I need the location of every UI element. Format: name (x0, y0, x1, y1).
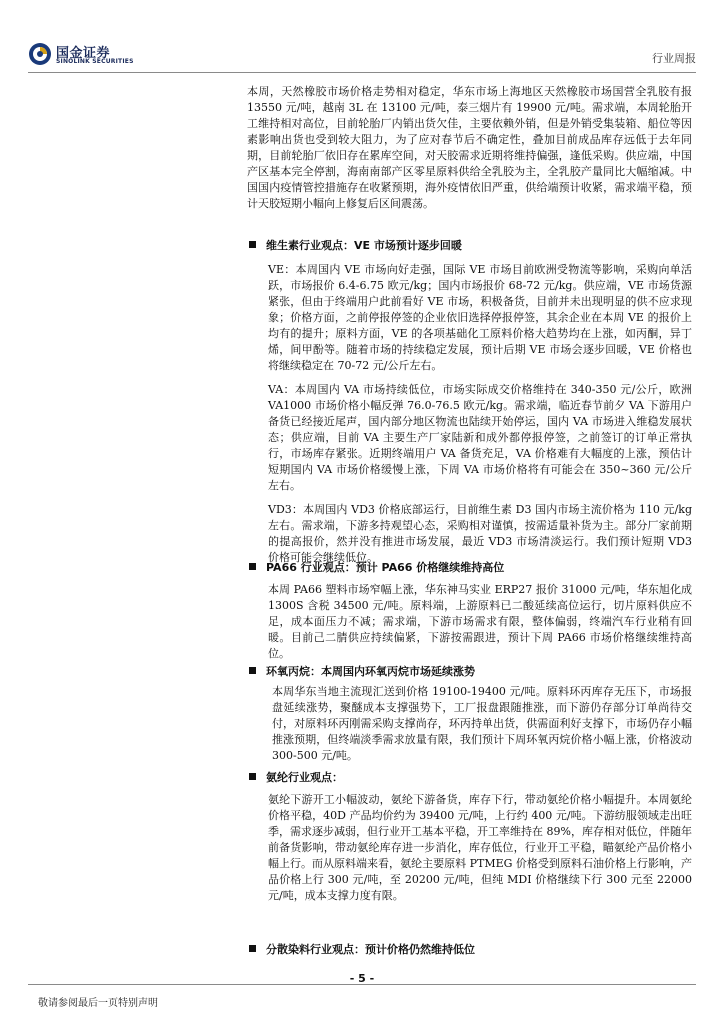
square-bullet-icon (249, 563, 256, 570)
sinolink-logo (28, 42, 138, 70)
report-type-label: 行业周报 (652, 52, 696, 65)
spandex-paragraph: 氨纶下游开工小幅波动，氨纶下游备货，库存下行，带动氨纶价格小幅提升。本周氨纶价格平稳，40D 产品均价约为 39400 元/吨，上行约 400 元/吨。下游纺服领域走出旺季，需求逐步减弱，但行业开工基本平稳，开工率维持在 89%，库存相对低位，伴随年前备货影响，带动氨纶库存进一步消化，库存低位，行业开工平稳，瞄氨纶产品价格小幅上行。而从原料端来看，氨纶主要原料 PTMEG 价格受到原料石油价格上行影响，产品价格上行 300 元/吨，至 20200 元/吨，但纯 MDI 价格继续下行 300 元至 22000 元/吨，成本支撑力度有限。 (268, 793, 692, 902)
spandex-block (268, 792, 692, 911)
vd3-paragraph: VD3：本周国内 VD3 价格底部运行，目前维生素 D3 国内市场主流价格为 110 元/kg 左右。需求端，下游多持观望心态，采购相对谨慎，按需适量补货为主。部分厂家前期的提高报价，然并没有推进市场发展，最近 VD3 市场清淡运行。我们预计短期 VD3 价格可能会继续低位。 (268, 503, 692, 564)
brand-name-cn: 国金证券 (56, 46, 111, 61)
rubber-block (247, 84, 692, 219)
section-title-spandex: 氨纶行业观点： (266, 771, 343, 784)
section-heading-pa66 (245, 560, 695, 576)
section-heading-ve (245, 238, 695, 254)
section-title-ve: 维生素行业观点：VE 市场预计逐步回暖 (266, 239, 462, 252)
disclaimer-note: 敬请参阅最后一页特别声明 (38, 998, 158, 1009)
section-title-ech: 环氧丙烷：本周国内环氧丙烷市场延续涨势 (266, 665, 475, 678)
section-heading-ech (245, 664, 695, 680)
section-heading-spandex (245, 770, 695, 786)
pa66-block (268, 582, 692, 669)
ve-paragraph: VE：本周国内 VE 市场向好走强，国际 VE 市场目前欧洲受物流等影响，采购向单活跃，市场报价 6.4-6.75 欧元/kg；国内市场报价 68-72 元/kg。供应端，VE 市场货源紧张，但由于终端用户此前看好 VE 市场，积极备货，目前并未出现明显的供不应求现象；价格方面，之前停报停签的企业依旧选择停报停签，其余企业在本周 VE 的报价上均有的提升；原料方面，VE 的各项基础化工原料价格大趋势均在上涨，如丙酮，异丁烯，间甲酚等。随着市场的持续稳定发展，预计后期 VE 市场会逐步回暖，VE 价格也将继续稳定在 70-72 元/公斤左右。 (268, 263, 692, 372)
section-title-pa66: PA66 行业观点：预计 PA66 价格继续维持高位 (266, 561, 505, 574)
ech-block (272, 684, 692, 771)
square-bullet-icon (249, 241, 256, 248)
section-title-dyes: 分散染料行业观点：预计价格仍然维持低位 (266, 943, 475, 956)
square-bullet-icon (249, 945, 256, 952)
header-divider (28, 72, 696, 73)
sinolink-logo-icon (28, 42, 52, 66)
vitamin-block (268, 262, 692, 573)
brand-name-en: SINOLINK SECURITIES (56, 58, 134, 65)
page-number: - 5 - (349, 972, 375, 985)
square-bullet-icon (249, 773, 256, 780)
square-bullet-icon (249, 667, 256, 674)
footer-divider (28, 984, 696, 985)
page-header (0, 0, 724, 78)
va-paragraph: VA：本周国内 VA 市场持续低位，市场实际成交价格维持在 340-350 元/公斤，欧洲 VA1000 市场价格小幅反弹 76.0-76.5 欧元/kg。需求端，临近春节前夕 VA 下游用户备货已经接近尾声，国内部分地区物流也陆续开始停运，国内 VA 市场进入维稳发展状态；供应端，目前 VA 主要生产厂家陆新和成外都停报停签，之前签订的订单正常执行，市场库存紧张。近期终端用户 VA 备货充足，VA 价格难有大幅度的上涨，预估计短期国内 VA 市场价格缓慢上涨，下周 VA 市场价格将有可能会在 350~360 元/公斤左右。 (268, 383, 692, 492)
pa66-paragraph: 本周 PA66 塑料市场窄幅上涨，华东神马实业 ERP27 报价 31000 元/吨，华东旭化成 1300S 含税 34500 元/吨。原料端，上游原料已二酸延续高位运行，切片原料供应不足，成本面压力不减；需求端，下游市场需求有限，整体偏弱，终端汽车行业稍有回暖。目前己二腈供应持续偏紧，下游按需跟进，预计下周 PA66 市场价格继续维持高位。 (268, 583, 692, 660)
ech-paragraph: 本周华东当地主流现汇送到价格 19100-19400 元/吨。原料环丙库存无压下，市场报盘延续涨势，聚醚成本支撑强势下，工厂报盘跟随推涨，而下游仍存部分订单尚待交付，对原料环丙刚需采购支撑尚存，环丙持单出货，供需面利好支撑下，市场仍存小幅推涨预期，但终端淡季需求放量有限，我们预计下周环氧丙烷价格小幅上涨，价格波动 300-500 元/吨。 (272, 685, 692, 762)
rubber-paragraph: 本周，天然橡胶市场价格走势相对稳定，华东市场上海地区天然橡胶市场国营全乳胶有报 13550 元/吨，越南 3L 在 13100 元/吨，泰三烟片有 19900 元/吨。需求端，本周轮胎开工维持相对高位，目前轮胎厂内销出货欠佳，主要依赖外销，但是外销受集装箱、船位等因素影响出货也受到较大阻力，为了应对春节后不确定性，叠加目前成品库存远低于去年同期，目前轮胎厂依旧存在累库空间，对天胶需求近期将维持偏强，逢低采购。供应端，中国产区基本完全停割，海南南部产区零星原料供给全乳胶为主，全乳胶产量同比大幅缩减。中国国内疫情管控措施存在收紧预期，海外疫情依旧严重，供给端预计收紧，需求端平稳，预计天胶短期小幅向上修复后区间震荡。 (247, 85, 692, 210)
section-heading-dyes (245, 942, 695, 958)
